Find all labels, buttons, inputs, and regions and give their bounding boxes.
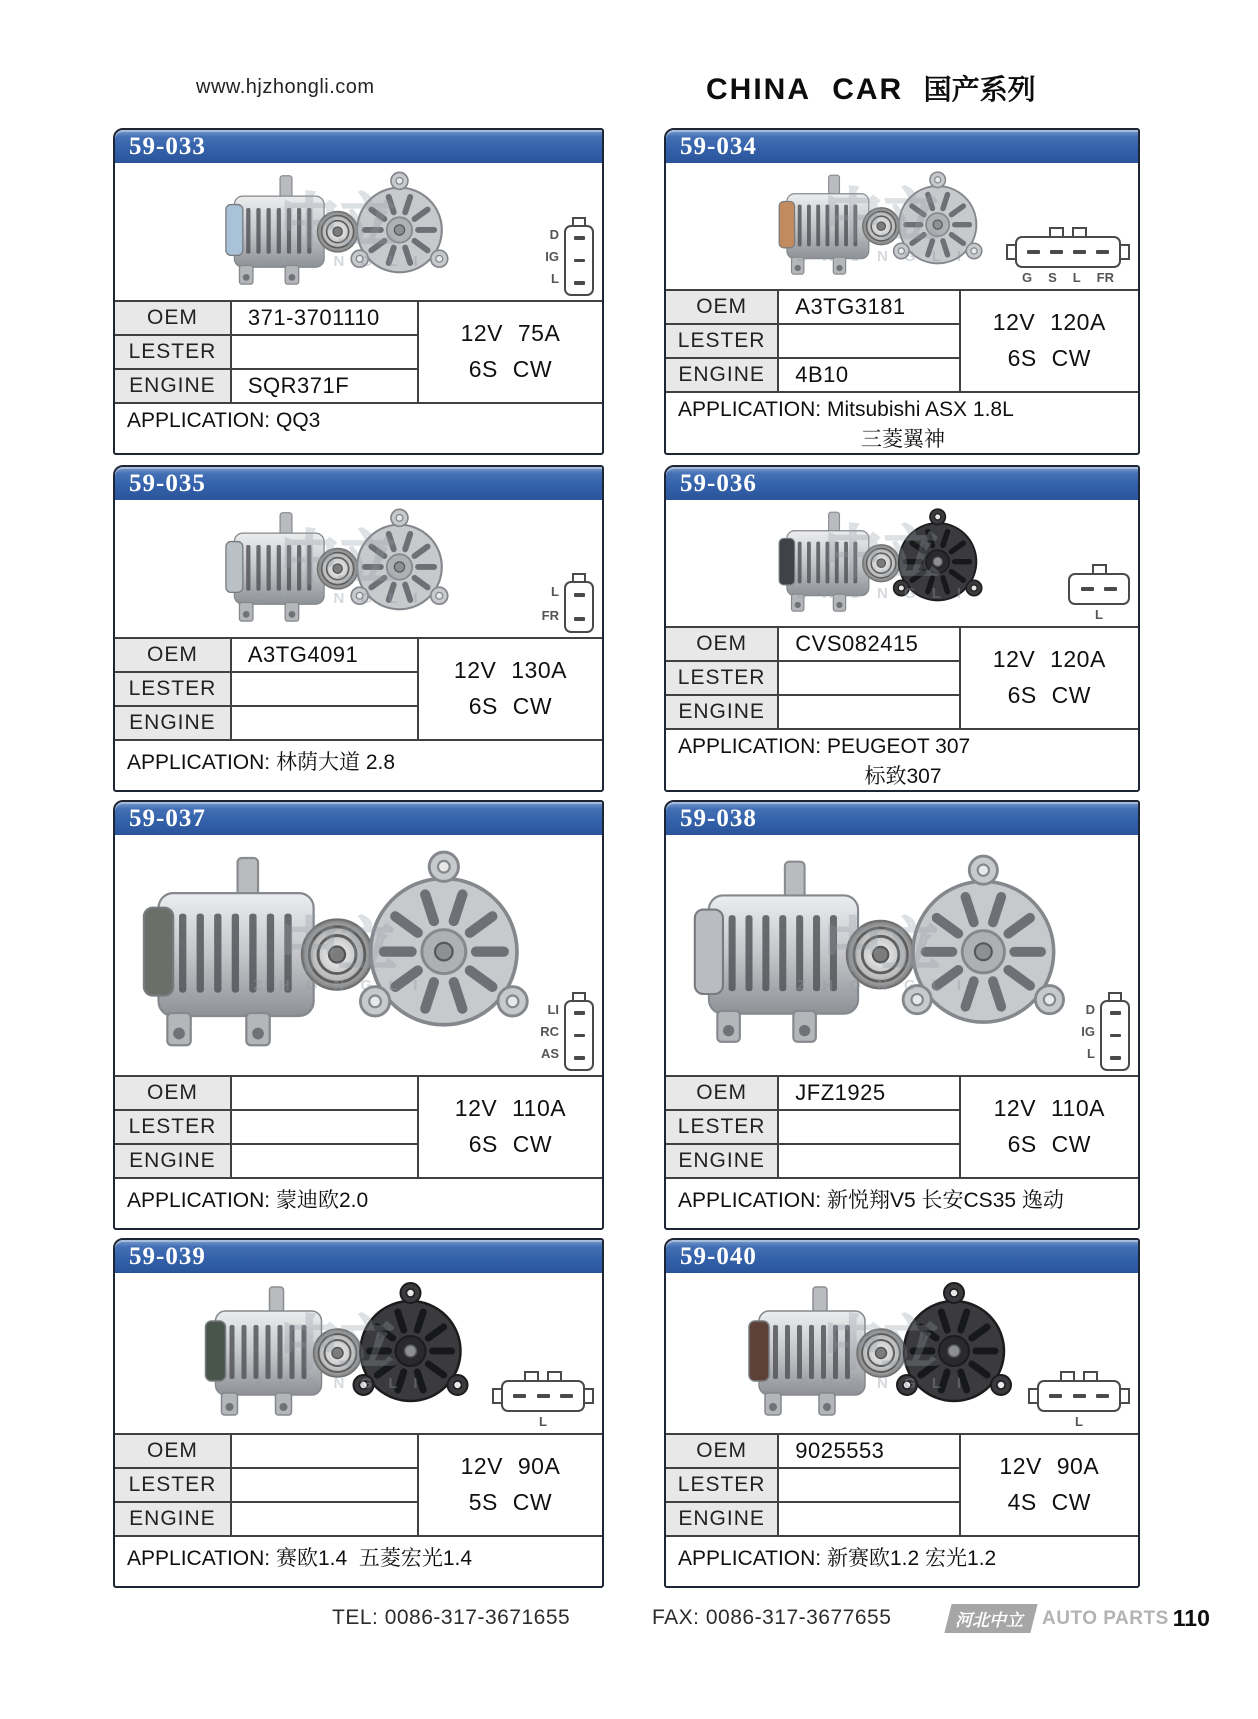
application-value-line2: 三菱翼神: [861, 428, 945, 451]
application-value: Mitsubishi ASX 1.8L: [827, 398, 1014, 421]
connector-tab: [1083, 1371, 1098, 1380]
application-label: APPLICATION:: [678, 1189, 822, 1212]
connector-pin-labels: L: [1075, 1414, 1083, 1429]
spec-voltage-amp: 12V 120A: [992, 309, 1106, 336]
product-code: 59-035: [129, 469, 206, 497]
lester-label: LESTER: [115, 1111, 232, 1145]
application-row: [115, 1535, 602, 1586]
engine-label: ENGINE: [666, 359, 779, 393]
product-code: 59-034: [680, 132, 757, 160]
application-value-line2: 标致307: [864, 765, 942, 788]
lester-label: LESTER: [115, 1469, 232, 1503]
spec-table: [115, 1075, 602, 1177]
lester-value: [779, 325, 958, 359]
lester-value: [232, 336, 417, 370]
page-footer: [0, 1602, 1258, 1642]
watermark-en: Z H O N G L I: [796, 976, 968, 994]
oem-value: [232, 1077, 417, 1111]
page-title-cn: 国产系列: [923, 74, 1036, 105]
footer-tel: [332, 1606, 570, 1630]
footer-fax: [652, 1606, 891, 1630]
engine-value: [779, 1503, 958, 1537]
engine-value: SQR371F: [232, 370, 417, 404]
oem-value: A3TG3181: [779, 291, 958, 325]
spec-voltage-amp: 12V 90A: [460, 1453, 561, 1480]
connector-pin-labels: L: [1095, 607, 1103, 622]
engine-label: ENGINE: [115, 1503, 232, 1537]
spec-cell: [959, 291, 1138, 393]
engine-label: ENGINE: [666, 1503, 779, 1537]
connector-pin-labels: LI RC AS: [540, 1001, 559, 1062]
connector-pin-labels: L: [539, 1414, 547, 1429]
spec-groove-rotation: 6S CW: [1007, 682, 1091, 708]
product-code-bar: [115, 467, 602, 500]
engine-label: ENGINE: [115, 707, 232, 741]
alternator-photos: [141, 841, 536, 1071]
watermark-en: Z H O N G L I: [253, 253, 424, 270]
product-code-bar: [666, 1240, 1138, 1273]
application-label: APPLICATION:: [127, 1547, 271, 1570]
alternator-photos: [141, 169, 536, 296]
connector-diagram: [540, 992, 594, 1071]
fax-number: 0086-317-3677655: [705, 1606, 892, 1629]
spec-table: [115, 1433, 602, 1535]
watermark-en: Z H O N G L I: [796, 584, 968, 602]
page-title: [706, 68, 1036, 108]
alternator-photos: [692, 506, 1072, 622]
oem-value: A3TG4091: [232, 639, 417, 673]
spec-voltage-amp: 12V 130A: [453, 657, 567, 684]
fax-label: FAX:: [652, 1606, 700, 1629]
application-row: [666, 728, 1138, 790]
spec-table: [666, 626, 1138, 728]
spec-voltage-amp: 12V 110A: [993, 1095, 1105, 1122]
connector-tab: [547, 1371, 562, 1380]
tel-label: TEL:: [332, 1606, 379, 1629]
lester-label: LESTER: [115, 336, 232, 370]
spec-groove-rotation: 6S CW: [468, 1131, 553, 1157]
lester-value: [779, 1469, 958, 1503]
lester-label: LESTER: [666, 662, 779, 696]
product-code: 59-040: [680, 1242, 757, 1270]
page-title-en: CHINA CAR: [706, 73, 904, 106]
product-code-bar: [115, 130, 602, 163]
application-value: 新悦翔V5 长安CS35 逸动: [827, 1189, 1064, 1212]
application-value: 新赛欧1.2 宏光1.2: [827, 1547, 997, 1570]
watermark-en: Z H O N G L I: [796, 247, 968, 265]
spec-voltage-amp: 12V 90A: [999, 1453, 1100, 1480]
connector-tab: [1108, 992, 1122, 1000]
application-row: [666, 1535, 1138, 1586]
product-card: [664, 128, 1140, 455]
oem-value: 371-3701110: [232, 302, 417, 336]
connector-diagram: [1006, 227, 1130, 285]
spec-table: [666, 1433, 1138, 1535]
connector-body: [564, 225, 594, 296]
engine-label: ENGINE: [666, 1145, 779, 1179]
watermark-en: Z H O N G L I: [253, 1374, 424, 1392]
connector-tab: [1092, 564, 1107, 573]
lester-label: LESTER: [666, 1111, 779, 1145]
application-value: 赛欧1.4 五菱宏光1.4: [276, 1547, 473, 1570]
engine-value: [232, 707, 417, 741]
engine-value: [779, 696, 958, 730]
spec-cell: [417, 1435, 602, 1537]
product-image-area: [115, 163, 602, 300]
oem-value: [232, 1435, 417, 1469]
alternator-photos: [692, 841, 1072, 1071]
connector-pin-labels: L FR: [541, 583, 559, 623]
lester-label: LESTER: [666, 325, 779, 359]
connector-body: [564, 581, 594, 633]
product-code-bar: [666, 467, 1138, 500]
engine-label: ENGINE: [115, 370, 232, 404]
engine-value: 4B10: [779, 359, 958, 393]
application-row: [666, 391, 1138, 453]
tel-number: 0086-317-3671655: [384, 1606, 571, 1629]
spec-cell: [959, 1077, 1138, 1179]
product-card: [113, 465, 604, 792]
spec-cell: [959, 1435, 1138, 1537]
connector-tab: [1049, 227, 1064, 236]
engine-value: [232, 1503, 417, 1537]
page-number: 110: [1172, 1605, 1210, 1631]
connector-pin-labels: G S L FR: [1021, 270, 1114, 285]
brand-suffix: AUTO PARTS: [1042, 1607, 1169, 1629]
lester-label: LESTER: [115, 673, 232, 707]
spec-groove-rotation: 6S CW: [1007, 1131, 1091, 1157]
connector-diagram: [492, 1371, 594, 1429]
application-value: 蒙迪欧2.0: [276, 1189, 369, 1212]
alternator-photos: [141, 506, 536, 633]
spec-voltage-amp: 12V 120A: [992, 646, 1106, 673]
spec-table: [115, 300, 602, 402]
oem-label: OEM: [115, 1077, 232, 1111]
product-code: 59-037: [129, 804, 206, 832]
spec-cell: [417, 1077, 602, 1179]
lester-value: [232, 1469, 417, 1503]
product-card: [113, 800, 604, 1230]
connector-tab: [572, 573, 586, 581]
connector-body: [501, 1380, 585, 1412]
product-card: [664, 1238, 1140, 1588]
engine-label: ENGINE: [666, 696, 779, 730]
connector-pin-labels: D IG L: [1081, 1001, 1095, 1062]
application-value: QQ3: [276, 409, 321, 432]
application-label: APPLICATION:: [678, 398, 822, 421]
product-image-area: [115, 1273, 602, 1433]
alternator-photos: [692, 1279, 1072, 1429]
connector-tab: [1060, 1371, 1075, 1380]
website-url: www.hjzhongli.com: [196, 76, 375, 98]
oem-label: OEM: [115, 302, 232, 336]
product-code-bar: [115, 1240, 602, 1273]
product-image-area: [666, 163, 1138, 289]
connector-diagram: [545, 217, 594, 296]
alternator-photos: [141, 1279, 536, 1429]
lester-label: LESTER: [666, 1469, 779, 1503]
connector-pin-labels: D IG L: [545, 226, 559, 287]
spec-groove-rotation: 6S CW: [1007, 345, 1091, 371]
connector-body: [1068, 573, 1130, 605]
application-row: [115, 739, 602, 790]
product-code: 59-038: [680, 804, 757, 832]
application-row: [115, 402, 602, 453]
product-card: [664, 800, 1140, 1230]
connector-tab: [1072, 227, 1087, 236]
product-code: 59-039: [129, 1242, 206, 1270]
application-label: APPLICATION:: [678, 735, 822, 758]
product-image-area: [666, 835, 1138, 1075]
connector-body: [564, 1000, 594, 1071]
oem-value: JFZ1925: [779, 1077, 958, 1111]
product-code-bar: [666, 130, 1138, 163]
oem-value: CVS082415: [779, 628, 958, 662]
spec-voltage-amp: 12V 110A: [454, 1095, 567, 1122]
application-value: PEUGEOT 307: [827, 735, 971, 758]
oem-label: OEM: [666, 291, 779, 325]
connector-diagram: [542, 573, 594, 633]
spec-groove-rotation: 6S CW: [468, 356, 553, 382]
watermark-en: Z H O N G L I: [253, 590, 424, 607]
spec-voltage-amp: 12V 75A: [460, 320, 561, 347]
spec-cell: [417, 639, 602, 741]
product-code: 59-033: [129, 132, 206, 160]
product-code-bar: [115, 802, 602, 835]
connector-diagram: [1028, 1371, 1130, 1429]
connector-body: [1100, 1000, 1130, 1071]
lester-value: [779, 662, 958, 696]
product-card: [113, 128, 604, 455]
engine-label: ENGINE: [115, 1145, 232, 1179]
oem-label: OEM: [666, 628, 779, 662]
spec-table: [115, 637, 602, 739]
oem-label: OEM: [115, 639, 232, 673]
application-label: APPLICATION:: [127, 1189, 271, 1212]
brand-badge: 河北中立: [944, 1604, 1037, 1633]
spec-groove-rotation: 6S CW: [468, 693, 553, 719]
connector-diagram: [1068, 564, 1130, 622]
application-label: APPLICATION:: [678, 1547, 822, 1570]
engine-value: [232, 1145, 417, 1179]
engine-value: [779, 1145, 958, 1179]
spec-cell: [417, 302, 602, 404]
product-image-area: [115, 835, 602, 1075]
application-row: [115, 1177, 602, 1228]
application-label: APPLICATION:: [127, 751, 271, 774]
spec-table: [666, 1075, 1138, 1177]
product-code-bar: [666, 802, 1138, 835]
spec-cell: [959, 628, 1138, 730]
application-value: 林荫大道 2.8: [276, 751, 396, 774]
connector-diagram: [1081, 992, 1130, 1071]
watermark-en: Z H O N G L I: [253, 976, 424, 994]
product-code: 59-036: [680, 469, 757, 497]
spec-groove-rotation: 5S CW: [468, 1489, 553, 1515]
product-image-area: [666, 1273, 1138, 1433]
spec-table: [666, 289, 1138, 391]
connector-body: [1015, 236, 1121, 268]
connector-body: [1037, 1380, 1121, 1412]
application-row: [666, 1177, 1138, 1228]
oem-label: OEM: [115, 1435, 232, 1469]
oem-label: OEM: [666, 1077, 779, 1111]
footer-brand: [948, 1604, 1210, 1633]
product-image-area: [666, 500, 1138, 626]
spec-groove-rotation: 4S CW: [1007, 1489, 1091, 1515]
connector-tab: [572, 217, 586, 225]
oem-label: OEM: [666, 1435, 779, 1469]
product-card: [113, 1238, 604, 1588]
product-card: [664, 465, 1140, 792]
lester-value: [232, 1111, 417, 1145]
lester-value: [232, 673, 417, 707]
lester-value: [779, 1111, 958, 1145]
application-label: APPLICATION:: [127, 409, 271, 432]
product-image-area: [115, 500, 602, 637]
oem-value: 9025553: [779, 1435, 958, 1469]
watermark-en: Z H O N G L I: [796, 1374, 968, 1392]
connector-tab: [524, 1371, 539, 1380]
connector-tab: [572, 992, 586, 1000]
